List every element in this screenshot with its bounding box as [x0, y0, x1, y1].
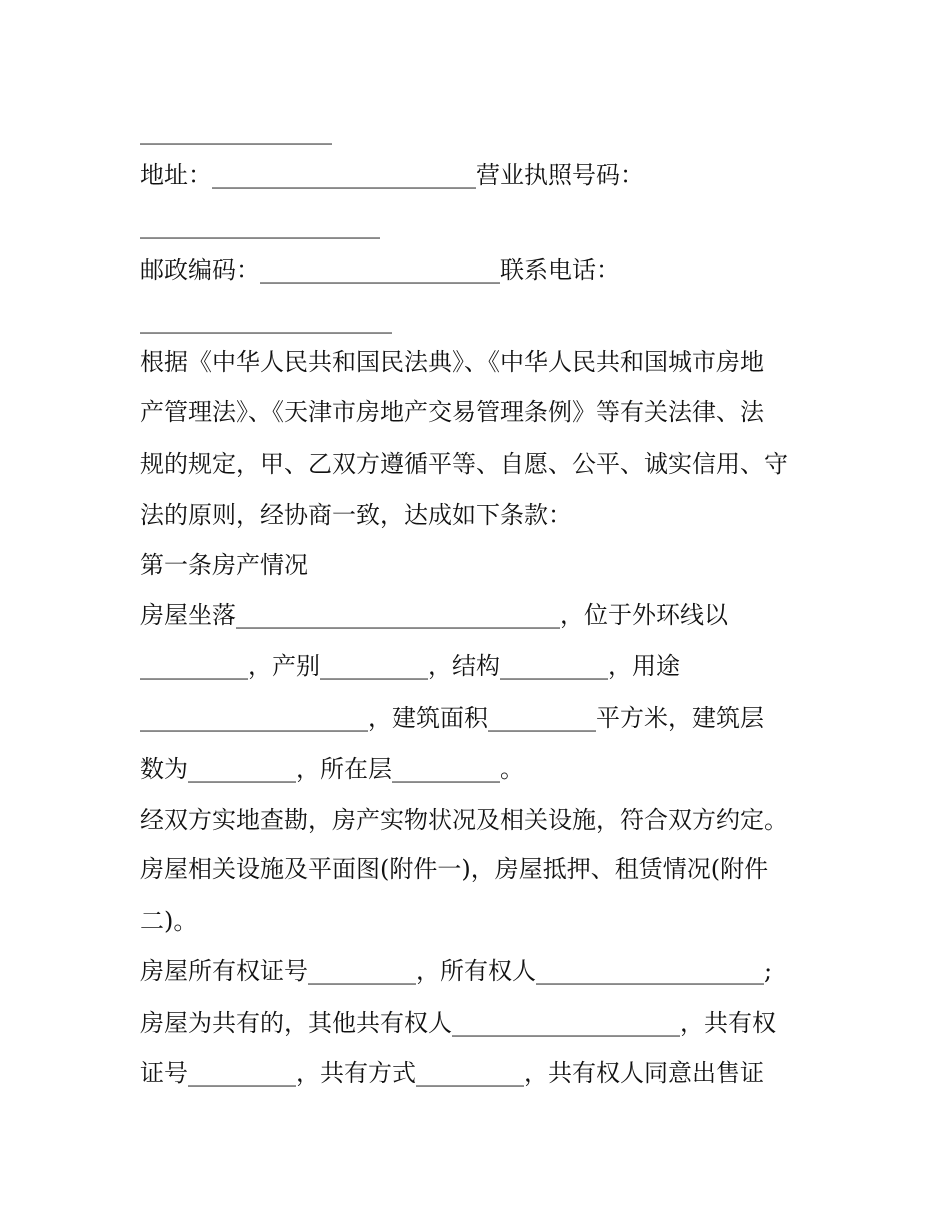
text-line: _________，产别_________，结构_________，用途 — [140, 652, 680, 680]
text-line: 房屋坐落___________________________，位于外环线以 — [140, 601, 728, 629]
text-line: 产管理法》、《天津市房地产交易管理条例》等有关法律、法 — [140, 398, 764, 426]
text-line: ___________________，建筑面积_________平方米，建筑层 — [140, 704, 764, 732]
text-line: 房屋所有权证号_________，所有权人___________________; — [140, 957, 773, 985]
text-line: ____________________ — [140, 211, 380, 239]
text-line: 经双方实地查勘，房产实物状况及相关设施，符合双方约定。 — [140, 806, 788, 834]
text-line: 邮政编码：____________________联系电话： — [140, 256, 620, 284]
text-line: ________________ — [140, 117, 332, 145]
text-line: 房屋为共有的，其他共有权人___________________，共有权 — [140, 1009, 776, 1037]
text-line: 数为_________，所在层_________。 — [140, 755, 524, 783]
text-line: 房屋相关设施及平面图(附件一)，房屋抵押、租赁情况(附件 — [140, 855, 769, 883]
section-heading: 第一条房产情况 — [140, 551, 308, 579]
text-line: 地址：______________________营业执照号码： — [140, 161, 644, 189]
text-line: 根据《中华人民共和国民法典》、《中华人民共和国城市房地 — [140, 348, 764, 376]
text-line: 证号_________，共有方式_________，共有权人同意出售证 — [140, 1059, 764, 1087]
text-line: 规的规定，甲、乙双方遵循平等、自愿、公平、诚实信用、守 — [140, 450, 788, 478]
text-line: _____________________ — [140, 306, 392, 334]
text-line: 法的原则，经协商一致，达成如下条款： — [140, 501, 572, 529]
text-line: 二)。 — [140, 907, 198, 935]
